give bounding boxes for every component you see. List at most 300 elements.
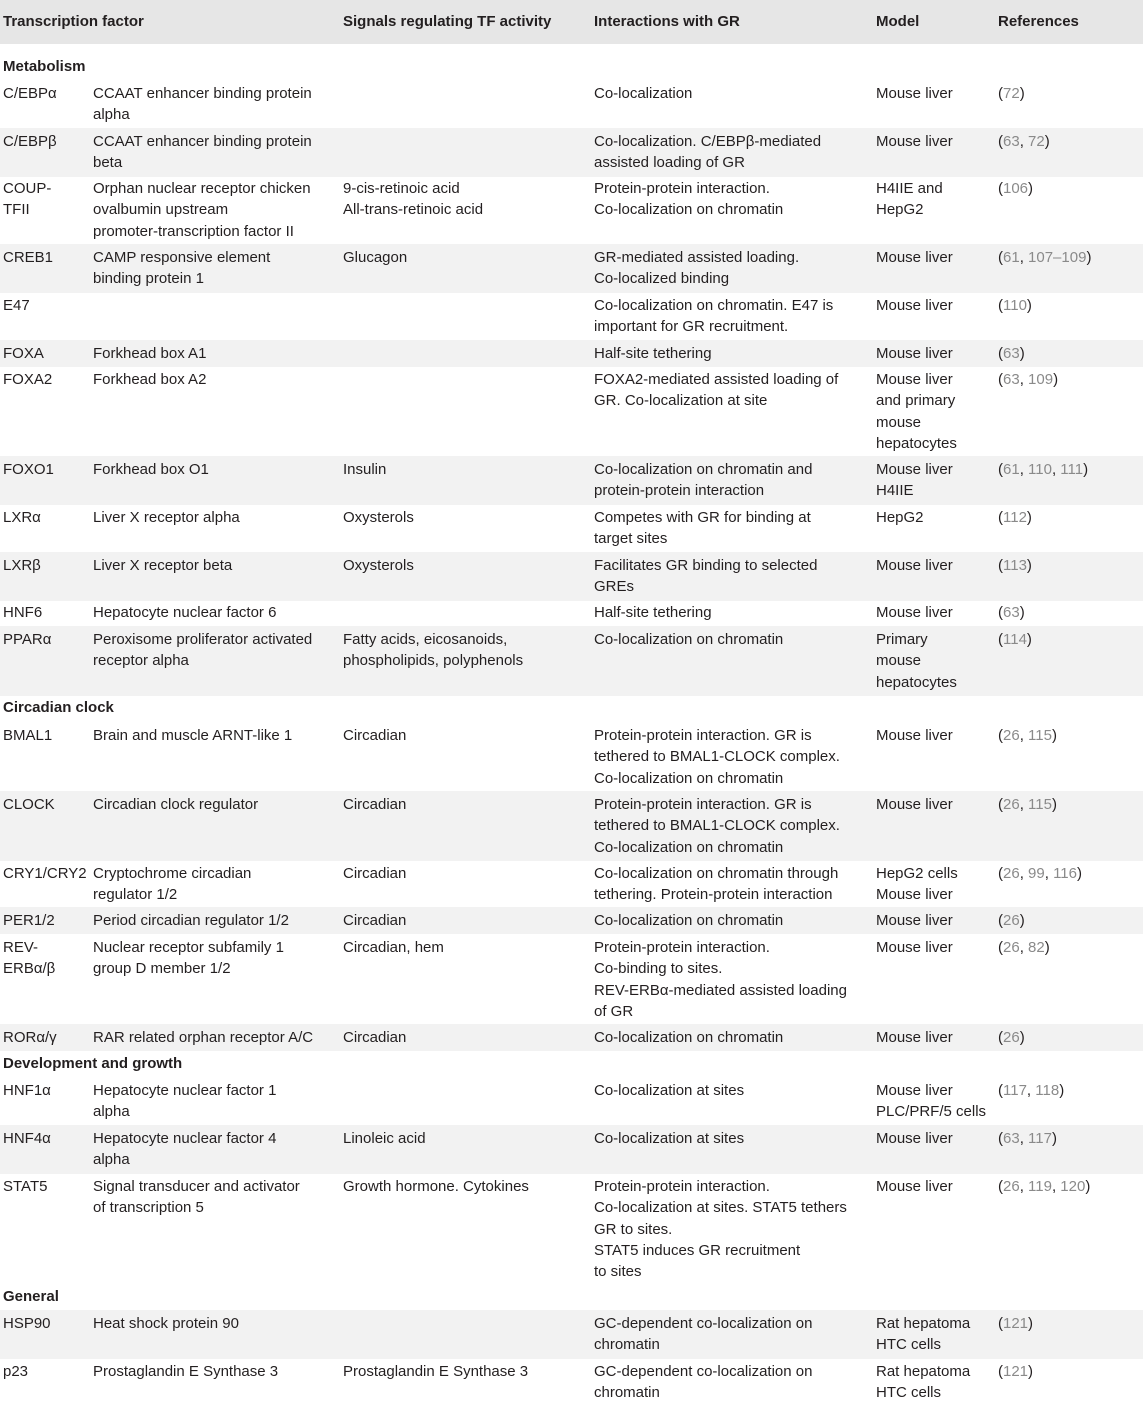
- interactions-cell: [594, 910, 783, 931]
- cell-line: group D member 1/2: [93, 960, 231, 978]
- model-cell: [876, 1361, 970, 1404]
- reference-link[interactable]: 121: [1003, 1363, 1029, 1380]
- reference-link[interactable]: 82: [1028, 939, 1045, 956]
- cell-line: Protein-protein interaction. GR is: [594, 796, 812, 813]
- reference-link[interactable]: 61: [1003, 461, 1020, 478]
- reference-link[interactable]: 99: [1028, 865, 1045, 882]
- tf-name-cell: [93, 1313, 239, 1334]
- cell-line: Nuclear receptor subfamily 1: [93, 939, 284, 956]
- cell-line: Co-localization on chromatin: [594, 1029, 784, 1046]
- cell-line: Facilitates GR binding to selected: [594, 557, 818, 574]
- cell-line: Mouse liver: [876, 727, 953, 744]
- cell-line: Oxysterols: [343, 509, 414, 526]
- tf-name-cell: [93, 343, 206, 364]
- cell-line: Hepatocyte nuclear factor 4: [93, 1130, 277, 1147]
- table-row: [0, 80, 1143, 129]
- cell-line: Primary: [876, 631, 928, 648]
- reference-link[interactable]: 117: [1003, 1082, 1027, 1099]
- cell-line: CCAAT enhancer binding protein: [93, 85, 312, 102]
- model-cell: [876, 863, 958, 906]
- cell-line: Heat shock protein 90: [93, 1315, 239, 1332]
- reference-link[interactable]: 26: [1003, 865, 1020, 882]
- signals-cell: [343, 459, 386, 480]
- tf-name-cell: [93, 725, 292, 746]
- model-cell: [876, 910, 953, 931]
- tf-name-cell: [93, 507, 240, 528]
- reference-link[interactable]: 26: [1003, 912, 1020, 929]
- model-cell: [876, 369, 957, 454]
- references-cell: (26, 119, 120): [998, 1178, 1091, 1195]
- cell-line: 9-cis-retinoic acid: [343, 180, 460, 197]
- cell-line: Insulin: [343, 461, 387, 478]
- cell-line: Brain and muscle ARNT-like 1: [93, 727, 293, 744]
- cell-line: All-trans-retinoic acid: [343, 201, 484, 219]
- model-cell: [876, 1128, 953, 1149]
- references-cell: (117, 118): [998, 1082, 1065, 1099]
- cell-line: Competes with GR for binding at: [594, 509, 811, 526]
- tf-cell: [3, 178, 51, 221]
- cell-line: TFII: [3, 201, 30, 219]
- table-row: [0, 340, 1143, 367]
- cell-line: Linoleic acid: [343, 1130, 426, 1147]
- cell-line: Forkhead box A2: [93, 371, 207, 388]
- signals-cell: [343, 507, 414, 528]
- table-row: [0, 175, 1143, 245]
- signals-cell: [343, 1128, 426, 1149]
- signals-cell: [343, 1176, 529, 1197]
- tf-cell: [3, 295, 30, 316]
- cell-line: Mouse liver: [876, 371, 953, 388]
- table-row: [0, 128, 1143, 177]
- cell-line: p23: [3, 1363, 29, 1380]
- cell-line: REV-: [3, 939, 39, 956]
- cell-line: target sites: [594, 530, 668, 548]
- reference-link[interactable]: 26: [1003, 1029, 1020, 1046]
- reference-link[interactable]: 115: [1028, 727, 1052, 744]
- cell-line: C/EBPβ: [3, 133, 57, 150]
- tf-cell: [3, 1313, 51, 1334]
- signals-cell: [343, 629, 523, 672]
- table-row: [0, 599, 1143, 626]
- reference-link[interactable]: 121: [1003, 1315, 1029, 1332]
- cell-line: to sites: [594, 1263, 642, 1281]
- table-row: [0, 860, 1143, 909]
- reference-link[interactable]: 26: [1003, 1178, 1020, 1195]
- cell-line: Mouse liver: [876, 1082, 953, 1099]
- reference-link[interactable]: 26: [1003, 796, 1020, 813]
- cell-line: H4IIE and: [876, 180, 943, 197]
- cell-line: Co-localization at sites. STAT5 tethers: [594, 1199, 847, 1217]
- cell-line: Co-localization on chromatin and: [594, 461, 813, 478]
- model-cell: [876, 131, 953, 152]
- tf-cell: [3, 369, 52, 390]
- references-cell: (63, 109): [998, 371, 1059, 388]
- tf-name-cell: [93, 459, 209, 480]
- tf-cell: [3, 629, 51, 650]
- references-cell: (63, 117): [998, 1130, 1057, 1147]
- tf-name-cell: [93, 178, 311, 242]
- cell-line: FOXA2-mediated assisted loading of: [594, 371, 839, 388]
- model-cell: [876, 507, 924, 528]
- cell-line: REV-ERBα-mediated assisted loading: [594, 981, 847, 999]
- header-model: Model: [876, 13, 920, 30]
- model-cell: [876, 555, 953, 576]
- table-row: [0, 722, 1143, 792]
- interactions-cell: [594, 1080, 744, 1101]
- table-row: [0, 292, 1143, 341]
- cell-line: Cryptochrome circadian: [93, 865, 252, 882]
- references-cell: (72): [998, 85, 1025, 102]
- reference-link[interactable]: 112: [1003, 509, 1027, 526]
- reference-link[interactable]: 120: [1060, 1178, 1086, 1195]
- cell-line: RORα/γ: [3, 1029, 57, 1046]
- cell-line: Peroxisome proliferator activated: [93, 631, 313, 648]
- cell-line: GC-dependent co-localization on: [594, 1315, 813, 1332]
- tf-cell: [3, 1128, 51, 1149]
- model-cell: [876, 725, 953, 746]
- cell-line: assisted loading of GR: [594, 154, 745, 172]
- cell-line: Half-site tethering: [594, 345, 712, 362]
- cell-line: CLOCK: [3, 796, 55, 813]
- references-cell: (26, 115): [998, 727, 1057, 744]
- cell-line: FOXA: [3, 345, 44, 362]
- tf-name-cell: [93, 1027, 313, 1048]
- cell-line: Glucagon: [343, 249, 408, 266]
- cell-line: Protein-protein interaction.: [594, 1178, 770, 1195]
- table-row: [0, 907, 1143, 934]
- cell-line: HNF1α: [3, 1082, 51, 1099]
- cell-line: Rat hepatoma: [876, 1315, 971, 1332]
- cell-line: Liver X receptor beta: [93, 557, 233, 574]
- cell-line: mouse: [876, 413, 922, 431]
- references-cell: (121): [998, 1315, 1034, 1332]
- section-heading: Development and growth: [3, 1055, 183, 1072]
- tf-name-cell: [93, 910, 289, 931]
- cell-line: and primary: [876, 392, 956, 410]
- cell-line: CAMP responsive element: [93, 249, 271, 266]
- cell-line: Prostaglandin E Synthase 3: [343, 1363, 529, 1380]
- reference-link[interactable]: 119: [1028, 1178, 1052, 1195]
- header-interactions: Interactions with GR: [594, 13, 740, 30]
- tf-cell: [3, 83, 57, 104]
- interactions-cell: [594, 343, 712, 364]
- section-heading: Circadian clock: [3, 699, 114, 716]
- cell-line: alpha: [93, 106, 130, 124]
- cell-line: alpha: [93, 1103, 130, 1121]
- table-row: [0, 1024, 1143, 1051]
- references-cell: (63, 72): [998, 133, 1050, 150]
- tf-name-cell: [93, 629, 312, 672]
- cell-line: HTC cells: [876, 1336, 942, 1354]
- cell-line: HNF4α: [3, 1130, 51, 1147]
- cell-line: Co-localization on chromatin: [594, 631, 784, 648]
- reference-link[interactable]: 115: [1028, 796, 1052, 813]
- cell-line: PLC/PRF/5 cells: [876, 1103, 987, 1121]
- tf-cell: [3, 555, 41, 576]
- cell-line: HSP90: [3, 1315, 51, 1332]
- table-row: [0, 1173, 1143, 1286]
- cell-line: Mouse liver: [876, 796, 953, 813]
- tf-cell: [3, 794, 55, 815]
- cell-line: tethered to BMAL1-CLOCK complex.: [594, 817, 840, 835]
- model-cell: [876, 937, 953, 958]
- reference-link[interactable]: 110: [1003, 297, 1027, 314]
- cell-line: LXRβ: [3, 557, 41, 574]
- cell-line: BMAL1: [3, 727, 53, 744]
- interactions-cell: [594, 863, 838, 906]
- cell-line: GR to sites.: [594, 1220, 673, 1238]
- cell-line: Co-localization on chromatin. E47 is: [594, 297, 834, 314]
- reference-link[interactable]: 117: [1028, 1130, 1052, 1147]
- tf-cell: [3, 1361, 28, 1382]
- references-cell: (114): [998, 631, 1032, 648]
- cell-line: Oxysterols: [343, 557, 414, 574]
- references-cell: (26, 82): [998, 939, 1050, 956]
- interactions-cell: [594, 178, 783, 221]
- cell-line: Period circadian regulator 1/2: [93, 912, 289, 929]
- cell-line: Protein-protein interaction. GR is: [594, 727, 812, 744]
- interactions-cell: [594, 555, 817, 598]
- cell-line: Mouse liver: [876, 1029, 953, 1046]
- interactions-cell: [594, 1128, 744, 1149]
- cell-line: regulator 1/2: [93, 886, 178, 904]
- model-cell: [876, 295, 953, 316]
- cell-line: Mouse liver: [876, 912, 953, 929]
- signals-cell: [343, 1027, 406, 1048]
- tf-cell: [3, 247, 53, 268]
- cell-line: CREB1: [3, 249, 54, 266]
- reference-link[interactable]: 110: [1028, 461, 1052, 478]
- tf-name-cell: [93, 247, 270, 290]
- references-cell: (121): [998, 1363, 1034, 1380]
- cell-line: Circadian: [343, 912, 407, 929]
- tf-cell: [3, 602, 42, 623]
- model-cell: [876, 629, 957, 693]
- model-cell: [876, 602, 953, 623]
- reference-link[interactable]: 63: [1003, 604, 1020, 621]
- cell-line: Mouse liver: [876, 297, 953, 314]
- cell-line: chromatin: [594, 1336, 660, 1354]
- cell-line: HepG2 cells: [876, 865, 958, 882]
- cell-line: Prostaglandin E Synthase 3: [93, 1363, 279, 1380]
- cell-line: chromatin: [594, 1384, 660, 1402]
- cell-line: GR. Co-localization at site: [594, 392, 768, 410]
- cell-line: C/EBPα: [3, 85, 57, 102]
- reference-link[interactable]: 63: [1003, 371, 1020, 388]
- signals-cell: [343, 863, 406, 884]
- cell-line: H4IIE: [876, 482, 914, 500]
- cell-line: Fatty acids, eicosanoids,: [343, 631, 508, 648]
- cell-line: HepG2: [876, 201, 924, 219]
- reference-link[interactable]: 106: [1003, 180, 1029, 197]
- reference-link[interactable]: 114: [1003, 631, 1027, 648]
- table-row: [0, 456, 1143, 505]
- table-row: [0, 934, 1143, 1025]
- table-row: [0, 1125, 1143, 1174]
- tf-name-cell: [93, 1361, 278, 1382]
- references-cell: (26, 99, 116): [998, 865, 1082, 882]
- cell-line: Liver X receptor alpha: [93, 509, 240, 526]
- model-cell: [876, 83, 953, 104]
- references-cell: (113): [998, 557, 1032, 574]
- cell-line: Circadian: [343, 727, 407, 744]
- cell-line: Half-site tethering: [594, 604, 712, 621]
- signals-cell: [343, 910, 406, 931]
- tf-name-cell: [93, 369, 206, 390]
- reference-link[interactable]: 26: [1003, 939, 1020, 956]
- cell-line: Circadian: [343, 865, 407, 882]
- reference-link[interactable]: 72: [1003, 85, 1020, 102]
- reference-link[interactable]: 63: [1003, 345, 1020, 362]
- cell-line: of GR: [594, 1002, 634, 1020]
- cell-line: Co-localization: [594, 85, 693, 102]
- interactions-cell: [594, 794, 840, 858]
- interactions-cell: [594, 602, 712, 623]
- model-cell: [876, 1080, 986, 1123]
- table-row: [0, 1310, 1143, 1359]
- interactions-cell: [594, 725, 840, 789]
- reference-link[interactable]: 118: [1035, 1082, 1060, 1099]
- tf-name-cell: [93, 863, 251, 906]
- interactions-cell: [594, 1027, 783, 1048]
- table-row: [0, 1358, 1143, 1407]
- model-cell: [876, 459, 953, 502]
- interactions-cell: [594, 507, 811, 550]
- cell-line: tethered to BMAL1-CLOCK complex.: [594, 748, 840, 766]
- tf-name-cell: [93, 937, 284, 980]
- cell-line: Forkhead box O1: [93, 461, 209, 478]
- reference-link[interactable]: 109: [1028, 371, 1054, 388]
- cell-line: Protein-protein interaction.: [594, 939, 770, 956]
- cell-line: Circadian: [343, 796, 407, 813]
- cell-line: mouse: [876, 652, 922, 670]
- cell-line: Co-localization on chromatin through: [594, 865, 839, 882]
- reference-link[interactable]: 72: [1028, 133, 1045, 150]
- tf-name-cell: [93, 602, 276, 623]
- reference-link[interactable]: 111: [1060, 461, 1084, 478]
- reference-link[interactable]: 61: [1003, 249, 1020, 266]
- tf-name-cell: [93, 131, 312, 174]
- interactions-cell: [594, 629, 783, 650]
- tf-cell: [3, 863, 87, 884]
- cell-line: Co-localization at sites: [594, 1082, 745, 1099]
- tf-cell: [3, 507, 41, 528]
- cell-line: hepatocytes: [876, 434, 957, 452]
- table-row: [0, 552, 1143, 601]
- tf-name-cell: [93, 1176, 300, 1219]
- tf-cell: [3, 1027, 57, 1048]
- cell-line: PER1/2: [3, 912, 55, 929]
- cell-line: Mouse liver: [876, 1130, 953, 1147]
- cell-line: ovalbumin upstream: [93, 201, 229, 219]
- cell-line: binding protein 1: [93, 270, 204, 288]
- interactions-cell: [594, 247, 799, 290]
- cell-line: HNF6: [3, 604, 43, 621]
- interactions-cell: [594, 83, 692, 104]
- cell-line: ERBα/β: [3, 960, 56, 978]
- cell-line: GREs: [594, 578, 635, 596]
- cell-line: Circadian: [343, 1029, 407, 1046]
- cell-line: Co-localization. C/EBPβ-mediated: [594, 133, 822, 150]
- cell-line: Hepatocyte nuclear factor 6: [93, 604, 277, 621]
- tf-name-cell: [93, 794, 258, 815]
- cell-line: Co-localization on chromatin: [594, 912, 784, 929]
- tf-cell: [3, 131, 57, 152]
- cell-line: Rat hepatoma: [876, 1363, 971, 1380]
- interactions-cell: [594, 937, 847, 1022]
- reference-link[interactable]: 113: [1003, 557, 1027, 574]
- reference-link[interactable]: 63: [1003, 1130, 1020, 1147]
- model-cell: [876, 343, 953, 364]
- table-row: [0, 1077, 1143, 1126]
- references-cell: (106): [998, 180, 1034, 197]
- cell-line: Orphan nuclear receptor chicken: [93, 180, 311, 197]
- cell-line: Co-localized binding: [594, 270, 730, 288]
- reference-link[interactable]: 107–109: [1028, 249, 1087, 266]
- references-cell: (63): [998, 604, 1025, 621]
- references-cell: (26): [998, 1029, 1025, 1046]
- signals-cell: [343, 937, 444, 958]
- section-heading: General: [3, 1288, 59, 1305]
- tf-name-cell: [93, 1080, 276, 1123]
- signals-cell: [343, 178, 483, 221]
- cell-line: Circadian clock regulator: [93, 796, 259, 813]
- cell-line: Co-localization on chromatin: [594, 838, 784, 856]
- cell-line: protein-protein interaction: [594, 482, 765, 500]
- cell-line: CRY1/CRY2: [3, 865, 87, 882]
- cell-line: LXRα: [3, 509, 41, 526]
- tf-cell: [3, 725, 52, 746]
- references-cell: (26): [998, 912, 1025, 929]
- reference-link[interactable]: 63: [1003, 133, 1020, 150]
- cell-line: COUP-: [3, 180, 52, 197]
- model-cell: [876, 247, 953, 268]
- references-cell: (63): [998, 345, 1025, 362]
- signals-cell: [343, 794, 406, 815]
- cell-line: Growth hormone. Cytokines: [343, 1178, 529, 1195]
- header-references: References: [998, 13, 1079, 30]
- cell-line: Mouse liver: [876, 557, 953, 574]
- tf-cell: [3, 910, 55, 931]
- interactions-cell: [594, 459, 812, 502]
- tf-cell: [3, 1176, 47, 1197]
- cell-line: receptor alpha: [93, 652, 189, 670]
- reference-link[interactable]: 26: [1003, 727, 1020, 744]
- cell-line: FOXA2: [3, 371, 53, 388]
- signals-cell: [343, 725, 406, 746]
- tf-name-cell: [93, 555, 232, 576]
- cell-line: Circadian, hem: [343, 939, 444, 956]
- cell-line: Mouse liver: [876, 345, 953, 362]
- cell-line: Co-binding to sites.: [594, 960, 723, 978]
- reference-link[interactable]: 116: [1053, 865, 1077, 882]
- cell-line: Mouse liver: [876, 461, 953, 478]
- table-row: [0, 504, 1143, 553]
- cell-line: Mouse liver: [876, 249, 953, 266]
- signals-cell: [343, 555, 414, 576]
- interactions-cell: [594, 1176, 847, 1282]
- cell-line: important for GR recruitment.: [594, 318, 789, 336]
- interactions-cell: [594, 369, 838, 412]
- cell-line: Signal transducer and activator: [93, 1178, 300, 1195]
- model-cell: [876, 1176, 953, 1197]
- model-cell: [876, 1027, 953, 1048]
- interactions-cell: [594, 1361, 812, 1404]
- cell-line: Co-localization on chromatin: [594, 769, 784, 787]
- section-heading: Metabolism: [3, 58, 86, 75]
- cell-line: CCAAT enhancer binding protein: [93, 133, 312, 150]
- table-row: [0, 626, 1143, 696]
